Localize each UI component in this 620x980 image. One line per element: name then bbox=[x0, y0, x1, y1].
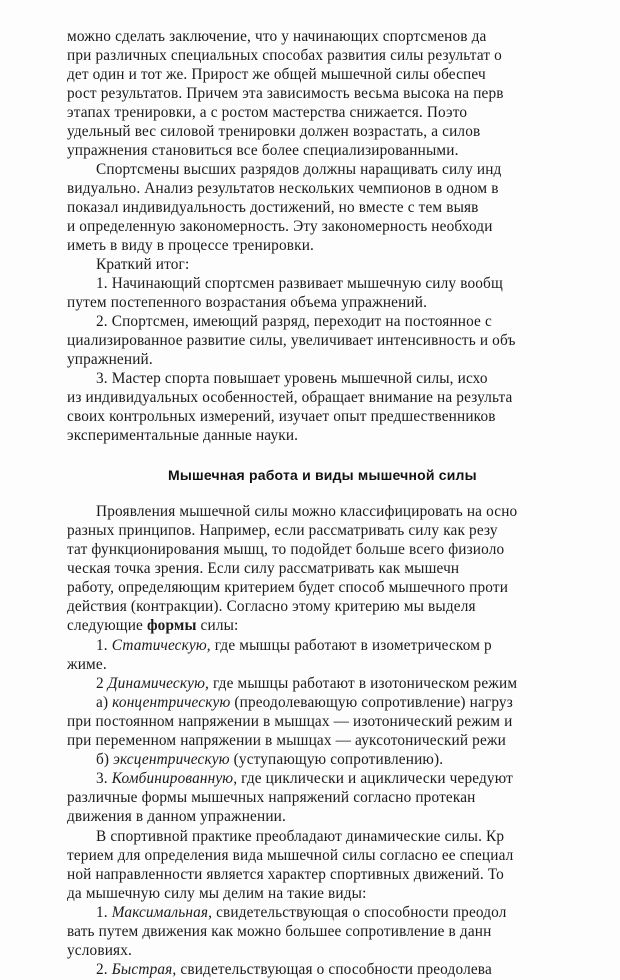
text-line: да мышечную силу мы делим на такие виды: bbox=[67, 885, 367, 902]
text-line: действия (контракции). Согласно этому критерию мы выделя bbox=[67, 598, 476, 615]
text-line: терием для определения вида мышечной силы согласно ее специал bbox=[67, 847, 514, 864]
text-run: свидетельствующая о способности преодолева bbox=[176, 961, 492, 978]
text-line: 3. Мастер спорта повышает уровень мышечной силы, исхо bbox=[96, 370, 488, 387]
text-line: разных принципов. Например, если рассматривать силу как резу bbox=[67, 522, 498, 539]
text-line: можно сделать заключение, что у начинающих спортсменов да bbox=[67, 28, 487, 45]
text-run: где мышцы работают в изотоническом режим bbox=[209, 675, 518, 692]
text-run: 3. bbox=[96, 770, 112, 787]
text-run: следующие bbox=[67, 617, 147, 634]
italic-term: Быстрая, bbox=[111, 961, 177, 978]
text-line: показал индивидуальность достижений, но вместе с тем выяв bbox=[67, 199, 479, 216]
text-line: ной направленности является характер спортивных движений. То bbox=[67, 866, 504, 883]
text-line: условиях. bbox=[67, 942, 132, 959]
text-line bbox=[96, 770, 513, 787]
text-line: видуально. Анализ результатов нескольких чемпионов в одном в bbox=[67, 180, 499, 197]
text-line bbox=[96, 751, 443, 768]
italic-term: Статическую, bbox=[111, 637, 211, 654]
text-line: и определенную закономерность. Эту закономерность необходи bbox=[67, 218, 493, 235]
text-line: 1. Начинающий спортсмен развивает мышечную силу вообщ bbox=[96, 275, 503, 292]
section-heading: Мышечная работа и виды мышечной силы bbox=[168, 467, 477, 483]
text-line bbox=[96, 961, 492, 978]
italic-term: концентрическую bbox=[112, 694, 231, 711]
text-line: 2. Спортсмен, имеющий разряд, переходит на постоянное с bbox=[96, 313, 492, 330]
text-line bbox=[96, 904, 507, 921]
text-line: этапах тренировки, а с ростом мастерства снижается. Поэто bbox=[67, 104, 468, 121]
italic-term: Динамическую, bbox=[107, 675, 209, 692]
text-line: Проявления мышечной силы можно классифицировать на осно bbox=[96, 503, 518, 520]
text-line: В спортивной практике преобладают динамические силы. Кр bbox=[96, 828, 505, 845]
text-run: где мышцы работают в изометрическом р bbox=[210, 637, 492, 654]
text-line: удельный вес силовой тренировки должен возрастать, а силов bbox=[67, 123, 481, 140]
text-run: 1. bbox=[96, 904, 112, 921]
text-run: а) bbox=[96, 694, 113, 711]
text-line: путем постепенного возрастания объема упражнений. bbox=[67, 294, 428, 311]
text-run: 2 bbox=[96, 675, 108, 692]
italic-term: Комбинированную, bbox=[111, 770, 238, 787]
text-line: различные формы мышечных напряжений согласно протекан bbox=[67, 789, 476, 806]
text-line: своих контрольных измерений, изучает опыт предшественников bbox=[67, 408, 496, 425]
text-line: рост результатов. Причем эта зависимость весьма высока на перв bbox=[67, 85, 504, 102]
bold-term: формы bbox=[146, 617, 197, 634]
text-line bbox=[96, 694, 513, 711]
text-line: из индивидуальных особенностей, обращает внимание на результа bbox=[67, 389, 513, 406]
text-line: жиме. bbox=[67, 656, 107, 673]
text-line: работу, определяющим критерием будет способ мышечного проти bbox=[67, 579, 509, 596]
text-line: тат функционирования мышц, то подойдет больше всего физиоло bbox=[67, 541, 505, 558]
text-line: при переменном напряжении в мышцах — ауксотонический режи bbox=[67, 732, 506, 749]
text-line: циализированное развитие силы, увеличивает интенсивность и объ bbox=[67, 332, 516, 349]
text-line: Спортсмены высших разрядов должны наращивать силу инд bbox=[96, 161, 502, 178]
text-run: свидетельствующая о способности преодол bbox=[212, 904, 507, 921]
text-line bbox=[96, 675, 517, 692]
text-run: б) bbox=[96, 751, 114, 768]
text-line: при различных специальных способах развития силы результат о bbox=[67, 47, 502, 64]
italic-term: эксцентрическую bbox=[113, 751, 230, 768]
text-run: где циклически и ациклически чередуют bbox=[237, 770, 513, 787]
text-line: вать путем движения как можно большее сопротивление в данн bbox=[67, 923, 492, 940]
text-line: дет один и тот же. Прирост же общей мышечной силы обеспеч bbox=[67, 66, 486, 83]
text-run: (уступающую сопротивлению). bbox=[229, 751, 444, 768]
text-run: 2. bbox=[96, 961, 112, 978]
text-line: упражнения становиться все более специализированными. bbox=[67, 142, 459, 159]
text-run: (преодолевающую сопротивление) нагруз bbox=[230, 694, 513, 711]
text-line: движения в данном упражнении. bbox=[67, 808, 286, 825]
text-line: экспериментальные данные науки. bbox=[67, 427, 299, 444]
text-run: силы: bbox=[196, 617, 239, 634]
text-line: Краткий итог: bbox=[96, 256, 190, 273]
text-line bbox=[96, 637, 492, 654]
text-line: иметь в виду в процессе тренировки. bbox=[67, 237, 315, 254]
text-line: ческая точка зрения. Если силу рассматривать как мышечн bbox=[67, 560, 460, 577]
text-line: при постоянном напряжении в мышцах — изотонический режим и bbox=[67, 713, 513, 730]
italic-term: Максимальная, bbox=[111, 904, 213, 921]
text-line: упражнений. bbox=[67, 351, 153, 368]
text-run: 1. bbox=[96, 637, 112, 654]
text-line bbox=[67, 617, 238, 634]
